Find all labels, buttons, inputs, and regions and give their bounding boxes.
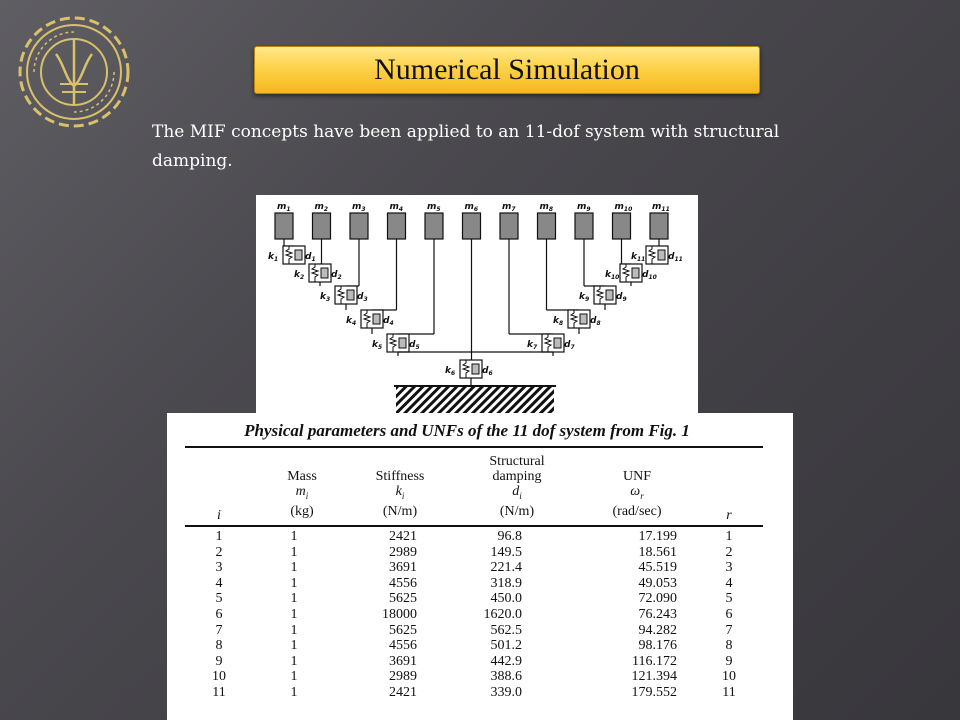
mass-block <box>500 213 518 239</box>
table-cell: 9 <box>215 653 223 669</box>
stiffness-label: $k_{10}$ <box>605 270 620 281</box>
table-cell: 8 <box>725 638 733 654</box>
stiffness-label: $k_5$ <box>372 340 383 351</box>
header-unf: UNF $\omega_r$ (rad/sec) <box>612 469 662 519</box>
damper-icon <box>658 250 665 260</box>
table-cell: 121.394 <box>631 669 677 685</box>
table-cell: 8 <box>215 638 223 654</box>
damping-label: $d_9$ <box>616 292 627 303</box>
stiffness-label: $k_3$ <box>320 292 331 303</box>
table-cell: 3 <box>725 560 733 576</box>
table-cell: 2 <box>725 544 733 560</box>
table-cell: 76.243 <box>638 607 677 622</box>
mass-label: $m_8$ <box>539 202 554 213</box>
table-cell: 501.2 <box>490 638 522 654</box>
parameter-table <box>167 413 793 720</box>
damping-label: $d_3$ <box>357 292 368 303</box>
table-cell: 17.199 <box>638 529 677 544</box>
mass-label: $m_{11}$ <box>652 202 670 213</box>
damper-icon <box>399 338 406 348</box>
table-cell: 5625 <box>389 591 417 607</box>
table-cell: 98.176 <box>638 638 677 654</box>
system-diagram-svg <box>256 195 698 413</box>
damper-icon <box>606 290 613 300</box>
table-cell: 1 <box>290 544 298 560</box>
stiffness-label: $k_9$ <box>579 292 590 303</box>
table-cell: 10 <box>212 669 226 685</box>
table-cell: 45.519 <box>638 560 677 576</box>
table-cell: 221.4 <box>490 560 522 576</box>
table-cell: 1 <box>215 529 223 544</box>
system-diagram <box>256 195 698 413</box>
university-logo <box>16 14 132 130</box>
mass-label: $m_2$ <box>314 202 329 213</box>
table-cell: 1 <box>290 607 298 622</box>
table-cell: 2989 <box>389 669 417 685</box>
mass-label: $m_7$ <box>502 202 516 213</box>
stiffness-label: $k_4$ <box>346 316 357 327</box>
mass-block <box>313 213 331 239</box>
page-title: Numerical Simulation <box>374 53 640 86</box>
mass-block <box>463 213 481 239</box>
damping-label: $d_2$ <box>331 270 342 281</box>
stiffness-label: $k_1$ <box>268 252 279 263</box>
table-cell: 1 <box>290 653 298 669</box>
table-cell: 1 <box>290 591 298 607</box>
table-cell: 1 <box>290 622 298 638</box>
table-cell: 318.9 <box>490 575 522 591</box>
mass-block <box>275 213 293 239</box>
table-cell: 2 <box>215 544 223 560</box>
mass-label: $m_1$ <box>277 202 291 213</box>
stiffness-label: $k_{11}$ <box>631 252 646 263</box>
damping-label: $d_5$ <box>409 340 420 351</box>
table-cell: 1 <box>290 575 298 591</box>
table-cell: 149.5 <box>490 544 522 560</box>
damper-icon <box>321 268 328 278</box>
table-cell: 116.172 <box>632 653 677 669</box>
table-cell: 72.090 <box>638 591 677 607</box>
mass-label: $m_3$ <box>352 202 366 213</box>
table-cell: 18000 <box>382 607 417 622</box>
table-cell: 4 <box>725 575 733 591</box>
table-cell: 1 <box>290 669 298 685</box>
damping-label: $d_1$ <box>305 252 316 263</box>
mass-label: $m_{10}$ <box>614 202 633 213</box>
table-cell: 3691 <box>389 560 417 576</box>
damping-label: $d_{10}$ <box>642 270 657 281</box>
mass-label: $m_9$ <box>577 202 591 213</box>
table-cell: 339.0 <box>490 685 522 700</box>
description-text: The MIF concepts have been applied to an 11-dof system with structural damping. <box>152 122 780 171</box>
damping-label: $d_7$ <box>564 340 575 351</box>
damping-label: $d_8$ <box>590 316 601 327</box>
title-banner <box>254 46 760 94</box>
table-cell: 1 <box>290 638 298 654</box>
mass-block <box>388 213 406 239</box>
table-cell: 7 <box>725 622 733 638</box>
table-cell: 4556 <box>389 638 417 654</box>
table-cell: 1 <box>290 560 298 576</box>
table-cell: 1 <box>290 529 298 544</box>
table-cell: 1 <box>725 529 733 544</box>
mass-block <box>613 213 631 239</box>
table-cell: 6 <box>725 607 733 622</box>
damper-icon <box>472 364 479 374</box>
header-r: r <box>726 508 732 523</box>
table-cell: 7 <box>215 622 223 638</box>
table-cell: 18.561 <box>638 544 677 560</box>
table-cell: 388.6 <box>490 669 522 685</box>
header-damping: Structural damping $d_i$ (N/m) <box>489 454 545 519</box>
table-cell: 49.053 <box>638 575 677 591</box>
table-cell: 3691 <box>389 653 417 669</box>
header-i: i <box>217 508 221 523</box>
damping-label: $d_4$ <box>383 316 394 327</box>
mass-block <box>350 213 368 239</box>
table-header-rule <box>185 525 763 527</box>
table-cell: 9 <box>725 653 733 669</box>
mass-block <box>575 213 593 239</box>
table-cell: 179.552 <box>631 685 677 700</box>
table-cell: 5 <box>215 591 223 607</box>
table-cell: 3 <box>215 560 223 576</box>
table-top-rule <box>185 446 763 448</box>
mass-block <box>425 213 443 239</box>
table-cell: 562.5 <box>490 622 522 638</box>
ground-hatch <box>396 386 554 413</box>
mass-label: $m_4$ <box>389 202 404 213</box>
table-cell: 1 <box>290 685 298 700</box>
table-cell: 4 <box>215 575 223 591</box>
table-cell: 442.9 <box>490 653 522 669</box>
table-cell: 96.8 <box>497 529 522 544</box>
table-cell: 1620.0 <box>483 607 522 622</box>
mass-label: $m_5$ <box>427 202 441 213</box>
table-cell: 2421 <box>389 529 417 544</box>
table-cell: 5 <box>725 591 733 607</box>
table-caption: Physical parameters and UNFs of the 11 dof system from Fig. 1 <box>244 421 690 440</box>
damping-label: $d_6$ <box>482 366 493 377</box>
stiffness-label: $k_6$ <box>445 366 456 377</box>
stiffness-label: $k_2$ <box>294 270 305 281</box>
damper-icon <box>295 250 302 260</box>
damping-label: $d_{11}$ <box>668 252 683 263</box>
table-cell: 11 <box>722 685 736 700</box>
damper-icon <box>580 314 587 324</box>
table-cell: 2989 <box>389 544 417 560</box>
table-cell: 5625 <box>389 622 417 638</box>
damper-icon <box>347 290 354 300</box>
table-cell: 6 <box>215 607 223 622</box>
table-cell: 2421 <box>389 685 417 700</box>
stiffness-label: $k_8$ <box>553 316 564 327</box>
table-cell: 94.282 <box>638 622 677 638</box>
mass-block <box>650 213 668 239</box>
mass-label: $m_6$ <box>464 202 479 213</box>
table-cell: 4556 <box>389 575 417 591</box>
stiffness-label: $k_7$ <box>527 340 538 351</box>
damper-icon <box>632 268 639 278</box>
table-cell: 450.0 <box>490 591 522 607</box>
mass-block <box>538 213 556 239</box>
table-cell: 11 <box>212 685 226 700</box>
header-mass: Mass $m_i$ (kg) <box>287 469 317 519</box>
header-stiffness: Stiffness $k_i$ (N/m) <box>375 469 425 519</box>
table-cell: 10 <box>722 669 736 685</box>
damper-icon <box>554 338 561 348</box>
damper-icon <box>373 314 380 324</box>
